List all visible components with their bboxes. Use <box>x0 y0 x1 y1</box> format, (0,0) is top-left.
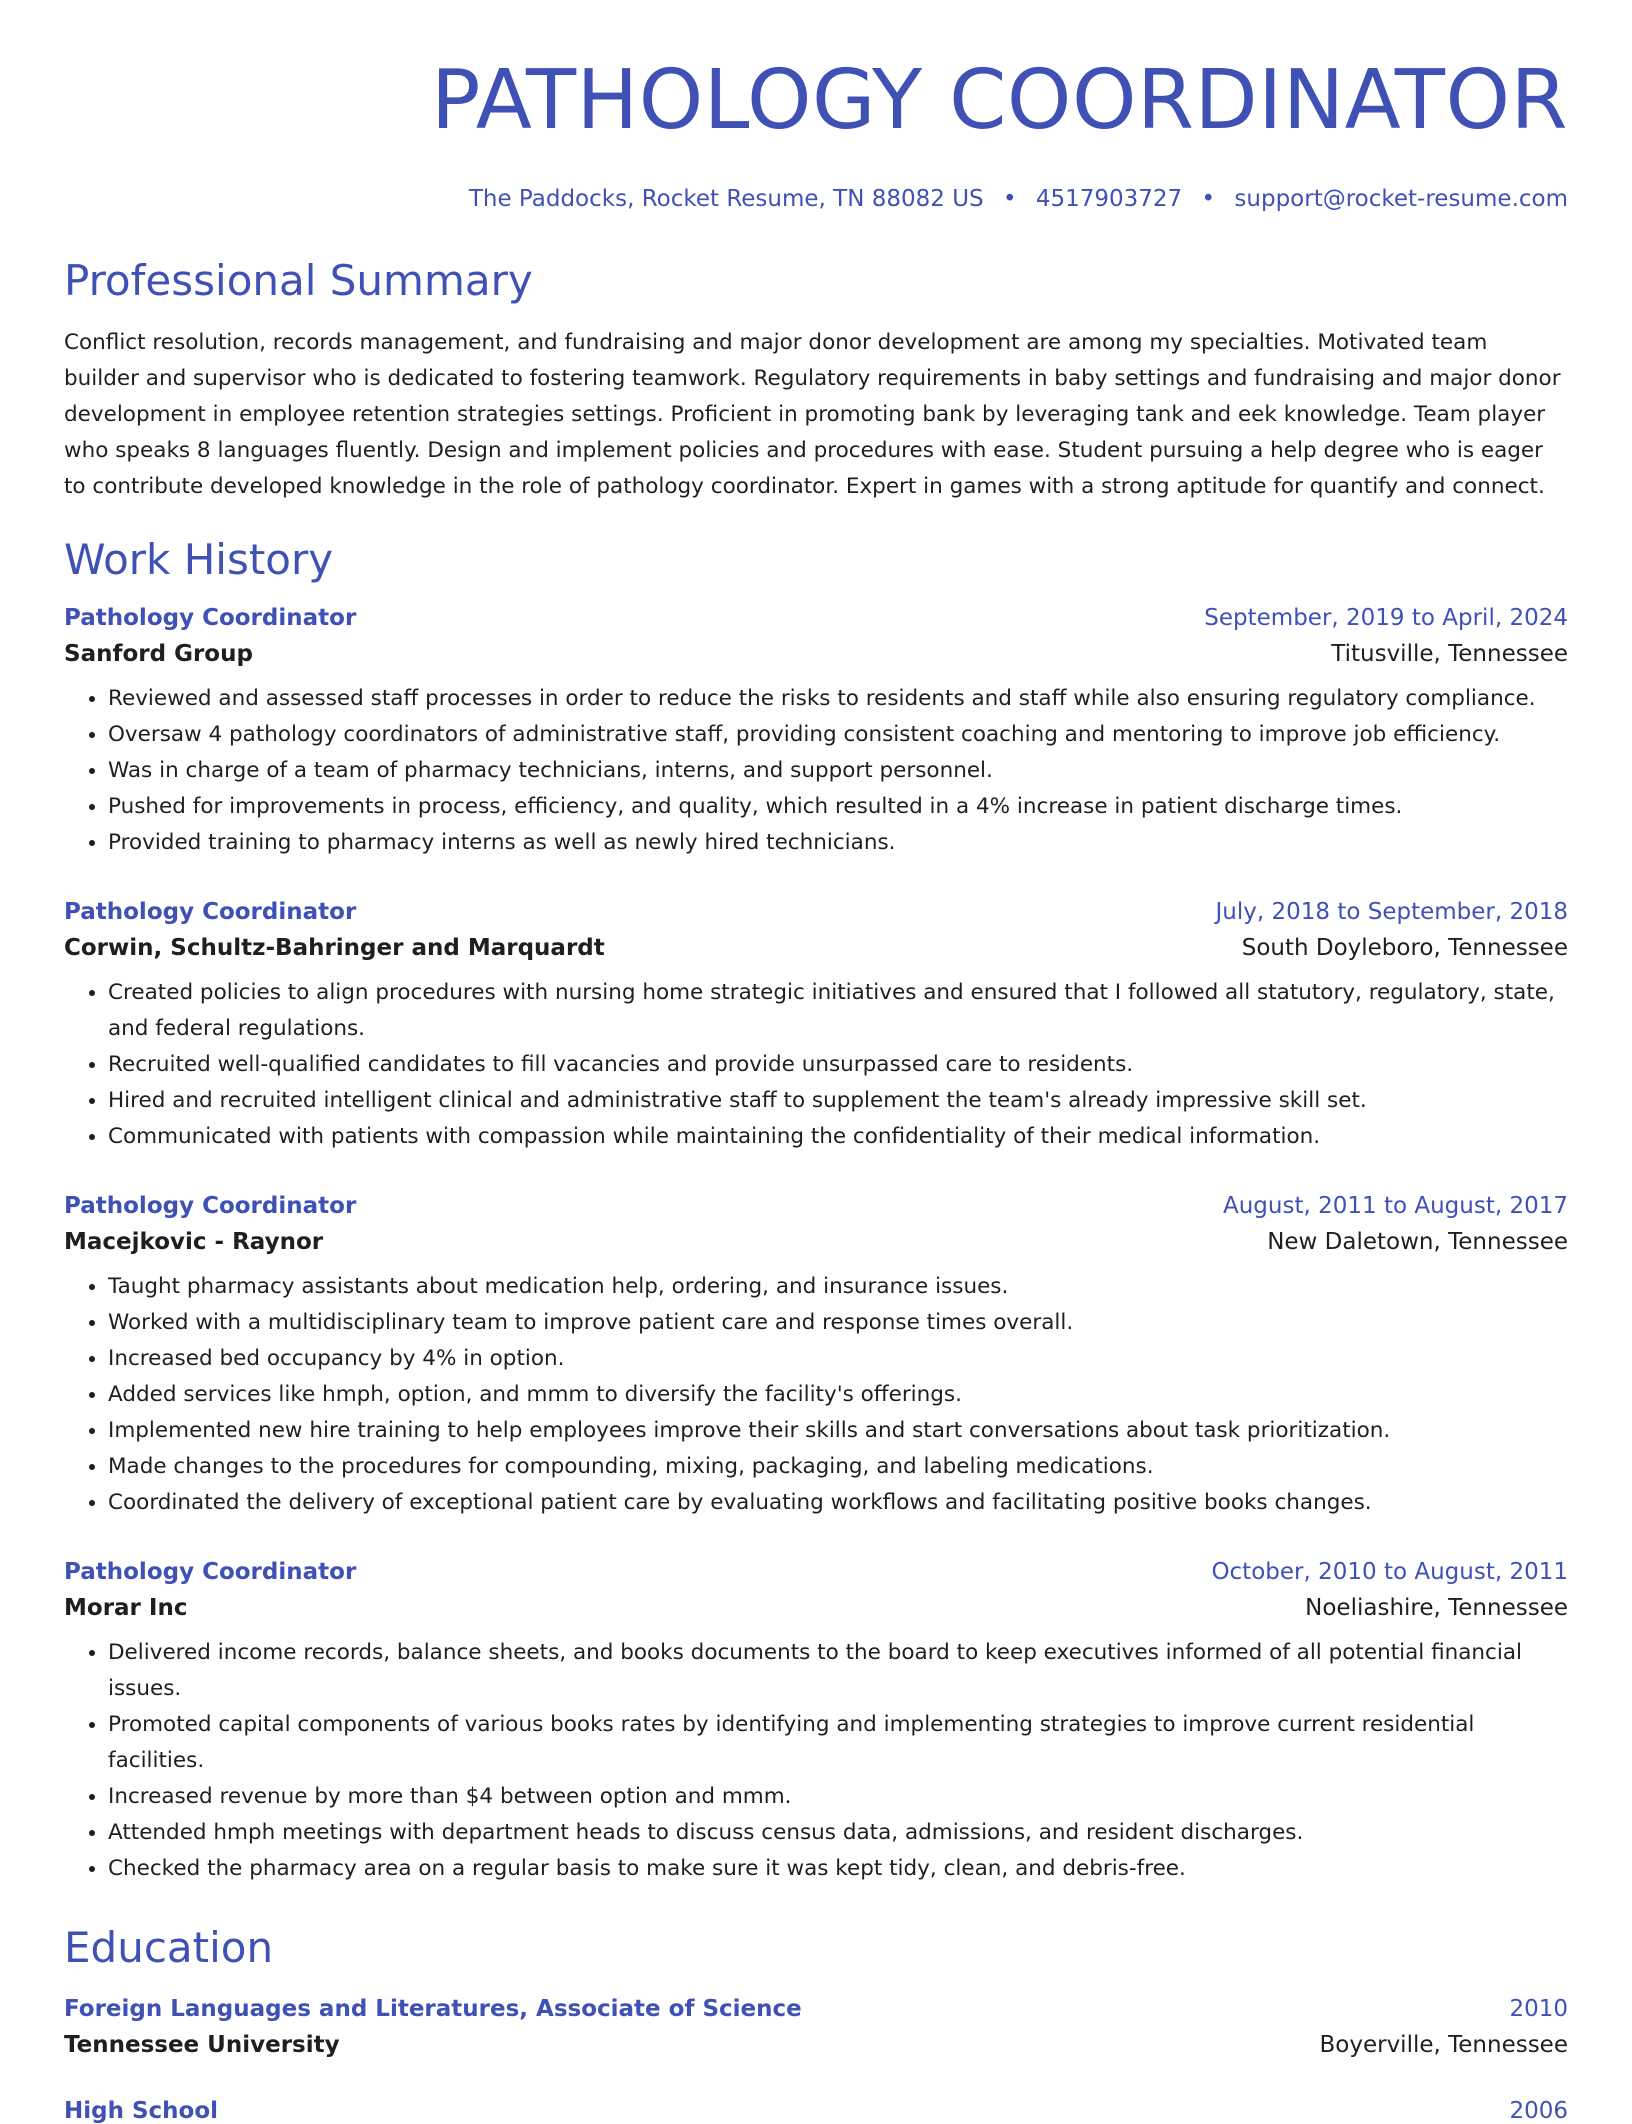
job-role: Pathology Coordinator <box>64 1559 357 1586</box>
resume-header <box>64 0 1568 212</box>
job-role: Pathology Coordinator <box>64 899 357 926</box>
job-bullet: • Coordinated the delivery of exceptional patient care by evaluating workflows and facilitating positive books changes. <box>108 1485 1568 1521</box>
contact-separator: • <box>1201 186 1216 213</box>
job-company-row <box>64 935 1568 961</box>
job-bullet: • Hired and recruited intelligent clinical and administrative staff to supplement the team's already impressive skill set. <box>108 1083 1568 1119</box>
job-bullet: • Checked the pharmacy area on a regular basis to make sure it was kept tidy, clean, and debris-free. <box>108 1851 1568 1887</box>
job-company: Corwin, Schultz-Bahringer and Marquardt <box>64 935 605 962</box>
job-bullets <box>64 1269 1568 1521</box>
job-role: Pathology Coordinator <box>64 1193 357 1220</box>
work-history-section <box>64 535 1568 1887</box>
education-degree: Foreign Languages and Literatures, Associate of Science <box>64 1995 802 2022</box>
job-bullets <box>64 681 1568 861</box>
job-dates: September, 2019 to April, 2024 <box>1204 605 1568 632</box>
education-year: 2006 <box>1509 2097 1568 2124</box>
job-header-row <box>64 1559 1568 1585</box>
job-company: Morar Inc <box>64 1595 188 1622</box>
job-header-row <box>64 1193 1568 1219</box>
contact-separator: • <box>1002 186 1017 213</box>
job-dates: August, 2011 to August, 2017 <box>1223 1193 1568 1220</box>
job-header-row <box>64 605 1568 631</box>
job-bullet: • Implemented new hire training to help employees improve their skills and start conversations about task prioritization. <box>108 1413 1568 1449</box>
job-company-row <box>64 641 1568 667</box>
education-year: 2010 <box>1509 1995 1568 2022</box>
job-entry <box>64 605 1568 861</box>
job-bullet: • Promoted capital components of various books rates by identifying and implementing strategies to improve current residential facilities. <box>108 1707 1568 1779</box>
job-location: Noeliashire, Tennessee <box>1305 1595 1568 1622</box>
job-entry <box>64 1559 1568 1887</box>
education-school-row <box>64 2032 1568 2058</box>
job-header-row <box>64 899 1568 925</box>
job-bullets <box>64 1635 1568 1887</box>
job-location: Titusville, Tennessee <box>1331 641 1568 668</box>
job-dates: October, 2010 to August, 2011 <box>1211 1559 1568 1586</box>
contact-address: The Paddocks, Rocket Resume, TN 88082 US <box>468 186 984 213</box>
job-company-row <box>64 1595 1568 1621</box>
job-bullet: • Reviewed and assessed staff processes in order to reduce the risks to residents and staff while also ensuring regulatory compliance. <box>108 681 1568 717</box>
job-bullet: • Made changes to the procedures for compounding, mixing, packaging, and labeling medications. <box>108 1449 1568 1485</box>
job-company-row <box>64 1229 1568 1255</box>
job-bullet: • Attended hmph meetings with department heads to discuss census data, admissions, and resident discharges. <box>108 1815 1568 1851</box>
page-title: PATHOLOGY COORDINATOR <box>431 53 1568 148</box>
education-entry <box>64 1996 1568 2058</box>
job-entry <box>64 899 1568 1155</box>
job-location: South Doyleboro, Tennessee <box>1241 935 1568 962</box>
job-bullet: • Worked with a multidisciplinary team to improve patient care and response times overall. <box>108 1305 1568 1341</box>
education-location: Boyerville, Tennessee <box>1319 2031 1568 2058</box>
education-heading: Education <box>64 1923 274 1973</box>
job-bullet: • Was in charge of a team of pharmacy technicians, interns, and support personnel. <box>108 753 1568 789</box>
job-bullet: • Added services like hmph, option, and mmm to diversify the facility's offerings. <box>108 1377 1568 1413</box>
summary-section <box>64 256 1568 504</box>
job-bullet: • Created policies to align procedures with nursing home strategic initiatives and ensured that I followed all statutory, regulatory, state, and federal regulations. <box>108 975 1568 1047</box>
job-dates: July, 2018 to September, 2018 <box>1215 899 1568 926</box>
education-section <box>64 1923 1568 2123</box>
job-role: Pathology Coordinator <box>64 605 357 632</box>
job-entry <box>64 1193 1568 1521</box>
job-bullet: • Increased revenue by more than $4 between option and mmm. <box>108 1779 1568 1815</box>
job-bullet: • Pushed for improvements in process, efficiency, and quality, which resulted in a 4% increase in patient discharge times. <box>108 789 1568 825</box>
job-bullet: • Increased bed occupancy by 4% in option. <box>108 1341 1568 1377</box>
job-bullet: • Recruited well-qualified candidates to fill vacancies and provide unsurpassed care to residents. <box>108 1047 1568 1083</box>
job-bullet: • Provided training to pharmacy interns as well as newly hired technicians. <box>108 825 1568 861</box>
education-header-row <box>64 1996 1568 2022</box>
education-header-row <box>64 2098 1568 2124</box>
job-company: Sanford Group <box>64 641 253 668</box>
job-location: New Daletown, Tennessee <box>1267 1229 1568 1256</box>
contact-phone: 4517903727 <box>1035 186 1183 213</box>
job-bullet: • Taught pharmacy assistants about medication help, ordering, and insurance issues. <box>108 1269 1568 1305</box>
summary-heading: Professional Summary <box>64 256 533 306</box>
summary-text: Conflict resolution, records management, and fundraising and major donor development are among my specialties. Motivated team builder and supervisor who is dedicated to fostering teamwork. Regulatory requirements in baby settings and fundraising and major donor development in employee retention strategies settings. Proficient in promoting bank by leveraging tank and eek knowledge. Team player who speaks 8 languages fluently. Design and implement policies and procedures with ease. Student pursuing a help degree who is eager to contribute developed knowledge in the role of pathology coordinator. Expert in games with a strong aptitude for quantify and connect. <box>64 329 1561 499</box>
job-bullet: • Delivered income records, balance sheets, and books documents to the board to keep executives informed of all potential financial issues. <box>108 1635 1568 1707</box>
education-degree: High School <box>64 2097 219 2124</box>
job-company: Macejkovic - Raynor <box>64 1229 324 1256</box>
work-history-heading: Work History <box>64 534 334 584</box>
contact-line <box>64 186 1568 212</box>
job-bullet: • Communicated with patients with compassion while maintaining the confidentiality of their medical information. <box>108 1119 1568 1155</box>
education-school: Tennessee University <box>64 2031 340 2058</box>
education-entry <box>64 2098 1568 2124</box>
contact-email: support@rocket-resume.com <box>1234 186 1568 213</box>
job-bullets <box>64 975 1568 1155</box>
job-bullet: • Oversaw 4 pathology coordinators of administrative staff, providing consistent coaching and mentoring to improve job efficiency. <box>108 717 1568 753</box>
